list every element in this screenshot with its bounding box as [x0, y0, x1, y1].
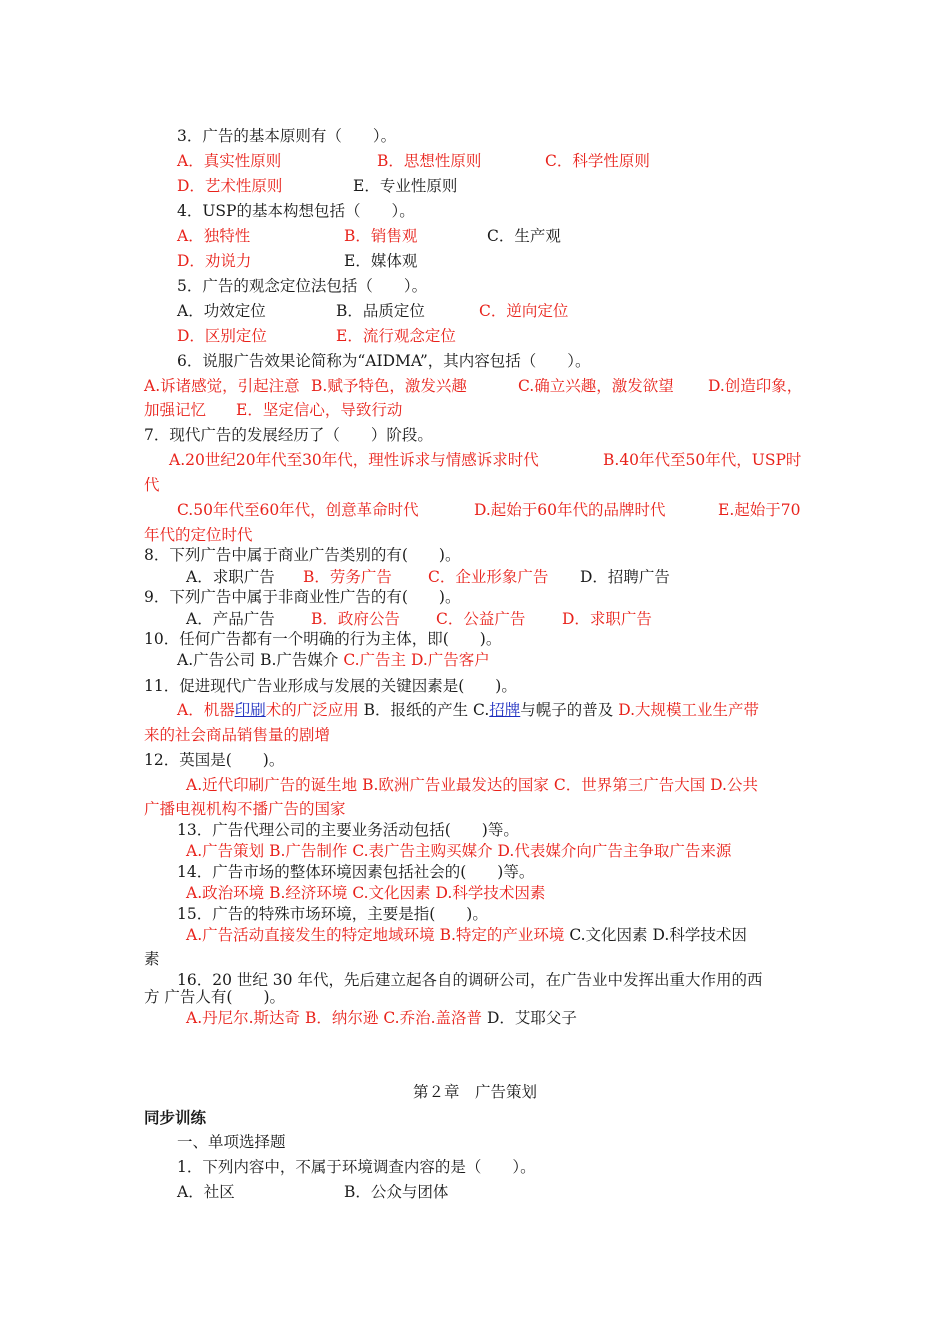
- q3-option-b: B．思想性原则: [377, 152, 482, 170]
- q9-stem: 9．下列广告中属于非商业性广告的有( )。: [144, 588, 461, 606]
- q12-option-d-cont: 广播电视机构不播广告的国家: [144, 800, 346, 818]
- q3-option-c: C．科学性原则: [545, 152, 650, 170]
- q5-option-b: B．品质定位: [336, 302, 425, 320]
- q6-stem: 6．说服广告效果论简称为“AIDMA”，其内容包括（ ）。: [177, 352, 591, 370]
- q16-option-c: C.乔治.盖洛普: [383, 1009, 483, 1027]
- chapter-title: 第２章 广告策划: [413, 1083, 538, 1101]
- q9-option-b: B．政府公告: [311, 610, 400, 628]
- q13-option-c: C.表广告主购买媒介: [352, 842, 493, 860]
- q15-options: [186, 924, 747, 946]
- q4-option-e: E．媒体观: [344, 252, 418, 270]
- q7-option-e: E.起始于70: [718, 501, 801, 519]
- q13-stem: 13．广告代理公司的主要业务活动包括( )等。: [177, 821, 519, 839]
- q10-option-d: D.广告客户: [411, 651, 490, 669]
- q10-option-c: C.广告主: [343, 651, 407, 669]
- q12-stem: 12．英国是( )。: [144, 751, 285, 769]
- q9-option-d: D．求职广告: [562, 610, 652, 628]
- ch2-q1-option-a: A．社区: [177, 1183, 235, 1201]
- q7-option-d: D.起始于60年代的品牌时代: [474, 501, 666, 519]
- q9-option-a: A．产品广告: [186, 610, 275, 628]
- signboard-link[interactable]: 招牌: [489, 701, 521, 719]
- q4-option-c: C．生产观: [487, 227, 561, 245]
- q5-option-a: A．功效定位: [177, 302, 266, 320]
- q7-option-b-cont: 代: [144, 476, 160, 494]
- q16-option-a: A.丹尼尔.斯达奇: [186, 1009, 301, 1027]
- q7-option-a: A.20世纪20年代至30年代，理性诉求与情感诉求时代: [169, 451, 539, 469]
- printing-link[interactable]: 印刷: [234, 701, 266, 719]
- q13-option-b: B.广告制作: [269, 842, 348, 860]
- q14-option-c: C.文化因素: [352, 884, 431, 902]
- q5-option-d: D．区别定位: [177, 327, 267, 345]
- q11-option-a: A．机器印刷术的广泛应用: [177, 701, 359, 719]
- q15-option-c: C.文化因素: [569, 926, 648, 944]
- q8-option-d: D．招聘广告: [580, 568, 670, 586]
- q3-option-a: A．真实性原则: [177, 152, 282, 170]
- q6-option-d-cont: 加强记忆: [144, 401, 207, 419]
- q11-option-c: C.招牌与幌子的普及: [473, 701, 614, 719]
- q12-options: [186, 774, 758, 796]
- q10-option-b: B.广告媒介: [260, 651, 339, 669]
- q14-options: [186, 882, 545, 904]
- q11-option-d: D.大规模工业生产带: [618, 701, 760, 719]
- q5-stem: 5．广告的观念定位法包括（ ）。: [177, 277, 428, 295]
- q11-option-d-cont: 来的社会商品销售量的剧增: [144, 726, 331, 744]
- q3-option-e: E．专业性原则: [353, 177, 458, 195]
- q7-stem: 7．现代广告的发展经历了（ ）阶段。: [144, 426, 433, 444]
- q15-option-d: D.科学技术因: [652, 926, 747, 944]
- q4-option-b: B．销售观: [344, 227, 418, 245]
- q9-option-c: C．公益广告: [436, 610, 526, 628]
- q6-option-c: C.确立兴趣，激发欲望: [518, 377, 674, 395]
- q10-options: [177, 649, 490, 671]
- q4-option-d: D．劝说力: [177, 252, 252, 270]
- q12-option-a: A.近代印刷广告的诞生地: [186, 776, 358, 794]
- q13-option-d: D.代表媒介向广告主争取广告来源: [497, 842, 732, 860]
- q10-option-a: A.广告公司: [177, 651, 256, 669]
- q8-option-c: C．企业形象广告: [428, 568, 549, 586]
- q16-stem: 16．20 世纪 30 年代，先后建立起各自的调研公司，在广告业中发挥出重大作用的西: [177, 971, 763, 989]
- q5-option-e: E．流行观念定位: [336, 327, 456, 345]
- q13-options: [186, 840, 731, 862]
- q8-option-a: A．求职广告: [186, 568, 275, 586]
- q12-option-d: D.公共: [710, 776, 758, 794]
- q15-option-b: B.特定的产业环境: [439, 926, 565, 944]
- q14-option-d: D.科学技术因素: [435, 884, 546, 902]
- q8-stem: 8．下列广告中属于商业广告类别的有( )。: [144, 546, 461, 564]
- section-heading: 同步训练: [144, 1109, 207, 1127]
- q3-option-d: D．艺术性原则: [177, 177, 283, 195]
- q3-stem: 3．广告的基本原则有（ ）。: [177, 127, 397, 145]
- q6-option-a: A.诉诸感觉，引起注意: [144, 377, 300, 395]
- q7-option-b: B.40年代至50年代，USP时: [603, 451, 802, 469]
- q4-stem: 4．USP的基本构想包括（ ）。: [177, 202, 415, 220]
- q14-option-b: B.经济环境: [269, 884, 348, 902]
- q15-stem: 15．广告的特殊市场环境，主要是指( )。: [177, 905, 488, 923]
- q12-option-c: C．世界第三广告大国: [553, 776, 706, 794]
- q16-stem-cont: 方 广告人有( )。: [144, 988, 286, 1006]
- q15-option-a: A.广告活动直接发生的特定地域环境: [186, 926, 435, 944]
- q16-option-b: B．纳尔逊: [305, 1009, 379, 1027]
- ch2-q1-stem: 1．下列内容中，不属于环境调查内容的是（ ）。: [177, 1158, 536, 1176]
- q12-option-b: B.欧洲广告业最发达的国家: [362, 776, 549, 794]
- q6-option-b: B.赋予特色，激发兴趣: [311, 377, 467, 395]
- q11-stem: 11．促进现代广告业形成与发展的关键因素是( )。: [144, 677, 517, 695]
- subsection-heading: 一、单项选择题: [177, 1133, 286, 1151]
- q11-option-b: B．报纸的产生: [363, 701, 469, 719]
- q16-options: [186, 1007, 577, 1029]
- q4-option-a: A．独特性: [177, 227, 251, 245]
- q11-options: [177, 699, 759, 721]
- q6-option-d: D.创造印象，: [708, 377, 803, 395]
- q10-stem: 10．任何广告都有一个明确的行为主体，即( )。: [144, 630, 502, 648]
- q5-option-c: C．逆向定位: [479, 302, 569, 320]
- ch2-q1-option-b: B．公众与团体: [344, 1183, 449, 1201]
- q13-option-a: A.广告策划: [186, 842, 265, 860]
- q7-option-e-cont: 年代的定位时代: [144, 526, 253, 544]
- q8-option-b: B．劳务广告: [303, 568, 392, 586]
- q14-stem: 14．广告市场的整体环境因素包括社会的( )等。: [177, 863, 535, 881]
- q6-option-e: E．坚定信心，导致行动: [236, 401, 403, 419]
- q16-option-d: D．艾耶父子: [486, 1009, 577, 1027]
- q7-option-c: C.50年代至60年代，创意革命时代: [177, 501, 419, 519]
- q15-option-d-cont: 素: [144, 950, 160, 968]
- q14-option-a: A.政治环境: [186, 884, 265, 902]
